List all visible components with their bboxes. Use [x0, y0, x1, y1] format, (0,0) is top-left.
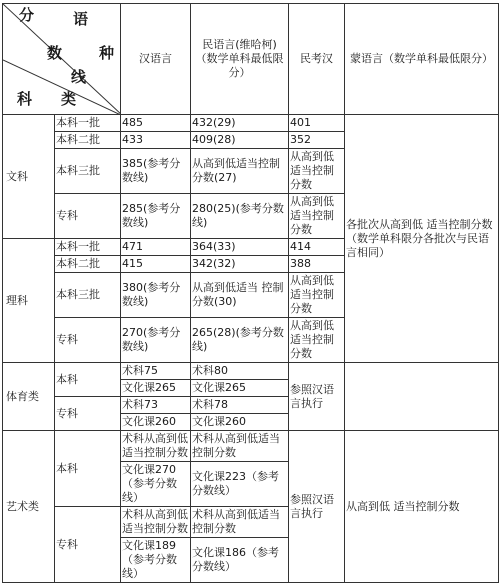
mkh-score: 从高到低适当控制分数 — [289, 194, 345, 239]
han-score: 285(参考分数线) — [121, 194, 191, 239]
han-score: 433 — [121, 132, 191, 149]
category-tiyu: 体育类 — [3, 363, 55, 431]
han-score: 术科73 — [121, 397, 191, 414]
diag-char-fen: 分 — [19, 6, 35, 24]
diagonal-header-cell — [3, 4, 121, 115]
level-cell: 专科 — [55, 507, 121, 583]
mkh-score: 401 — [289, 115, 345, 132]
wei-score: 265(28)(参考分数线) — [191, 318, 289, 363]
han-score: 术科从高到低适当控制分数 — [121, 431, 191, 462]
wei-score: 409(28) — [191, 132, 289, 149]
han-score: 术科从高到低适当控制分数 — [121, 507, 191, 538]
admission-score-table-wrap — [2, 3, 499, 583]
han-score: 文化课260 — [121, 414, 191, 431]
wei-score: 342(32) — [191, 256, 289, 273]
wei-score: 术科80 — [191, 363, 289, 380]
wei-score: 280(25)(参考分数线) — [191, 194, 289, 239]
level-cell: 本科三批 — [55, 149, 121, 194]
mkh-score: 从高到低适当控制分数 — [289, 149, 345, 194]
han-score: 471 — [121, 239, 191, 256]
han-score: 270(参考分数线) — [121, 318, 191, 363]
level-cell: 本科 — [55, 431, 121, 507]
wei-score: 术科78 — [191, 397, 289, 414]
diag-char-yu: 语 — [73, 10, 89, 28]
level-cell: 专科 — [55, 397, 121, 431]
han-score: 385(参考分数线) — [121, 149, 191, 194]
category-yishu: 艺术类 — [3, 431, 55, 583]
wei-score: 从高到低适当控制分数(27) — [191, 149, 289, 194]
mkh-score: 352 — [289, 132, 345, 149]
table-row — [3, 115, 499, 132]
table-row — [3, 363, 499, 380]
header-wei: 民语言(维哈柯)（数学单科最低限分） — [191, 4, 289, 115]
table-row — [3, 431, 499, 462]
mkh-score: 414 — [289, 239, 345, 256]
header-han: 汉语言 — [121, 4, 191, 115]
wei-score: 文化课265 — [191, 380, 289, 397]
header-meng: 蒙语言（数学单科最低限分） — [345, 4, 499, 115]
level-cell: 本科二批 — [55, 132, 121, 149]
mkh-score: 388 — [289, 256, 345, 273]
level-cell: 专科 — [55, 194, 121, 239]
han-score: 文化课265 — [121, 380, 191, 397]
level-cell: 专科 — [55, 318, 121, 363]
category-like: 理科 — [3, 239, 55, 363]
header-minkaohan: 民考汉 — [289, 4, 345, 115]
wei-score: 432(29) — [191, 115, 289, 132]
mkh-score: 参照汉语言执行 — [289, 363, 345, 431]
meng-score-merged: 各批次从高到低 适当控制分数（数学单科限分各批次与民语言相同） — [345, 115, 499, 363]
level-cell: 本科三批 — [55, 273, 121, 318]
level-cell: 本科一批 — [55, 115, 121, 132]
han-score: 485 — [121, 115, 191, 132]
han-score: 术科75 — [121, 363, 191, 380]
wei-score: 术科从高到低适当控制分数 — [191, 507, 289, 538]
han-score: 文化课189（参考分数线） — [121, 538, 191, 583]
meng-score-merged: 从高到低 适当控制分数 — [345, 431, 499, 583]
level-cell: 本科 — [55, 363, 121, 397]
meng-score-empty — [345, 363, 499, 431]
wei-score: 术科从高到低适当控制分数 — [191, 431, 289, 462]
han-score: 380(参考分数线) — [121, 273, 191, 318]
diag-char-ke: 科 — [17, 90, 33, 108]
mkh-score: 从高到低适当控制分数 — [289, 318, 345, 363]
wei-score: 文化课260 — [191, 414, 289, 431]
diag-char-shu: 数 — [47, 44, 63, 62]
wei-score: 从高到低适当 控制分数(30) — [191, 273, 289, 318]
wei-score: 文化课223（参考分数线） — [191, 462, 289, 507]
han-score: 415 — [121, 256, 191, 273]
level-cell: 本科一批 — [55, 239, 121, 256]
admission-score-table — [2, 3, 499, 583]
wei-score: 文化课186（参考分数线） — [191, 538, 289, 583]
header-row — [3, 4, 499, 115]
wei-score: 364(33) — [191, 239, 289, 256]
mkh-score: 参照汉语言执行 — [289, 431, 345, 583]
diag-char-lei: 类 — [61, 90, 77, 108]
diag-char-xian: 线 — [71, 68, 87, 86]
mkh-score: 从高到低适当控制分数 — [289, 273, 345, 318]
diag-char-zhong: 种 — [99, 44, 115, 62]
category-wenke: 文科 — [3, 115, 55, 239]
han-score: 文化课270（参考分数线） — [121, 462, 191, 507]
level-cell: 本科二批 — [55, 256, 121, 273]
